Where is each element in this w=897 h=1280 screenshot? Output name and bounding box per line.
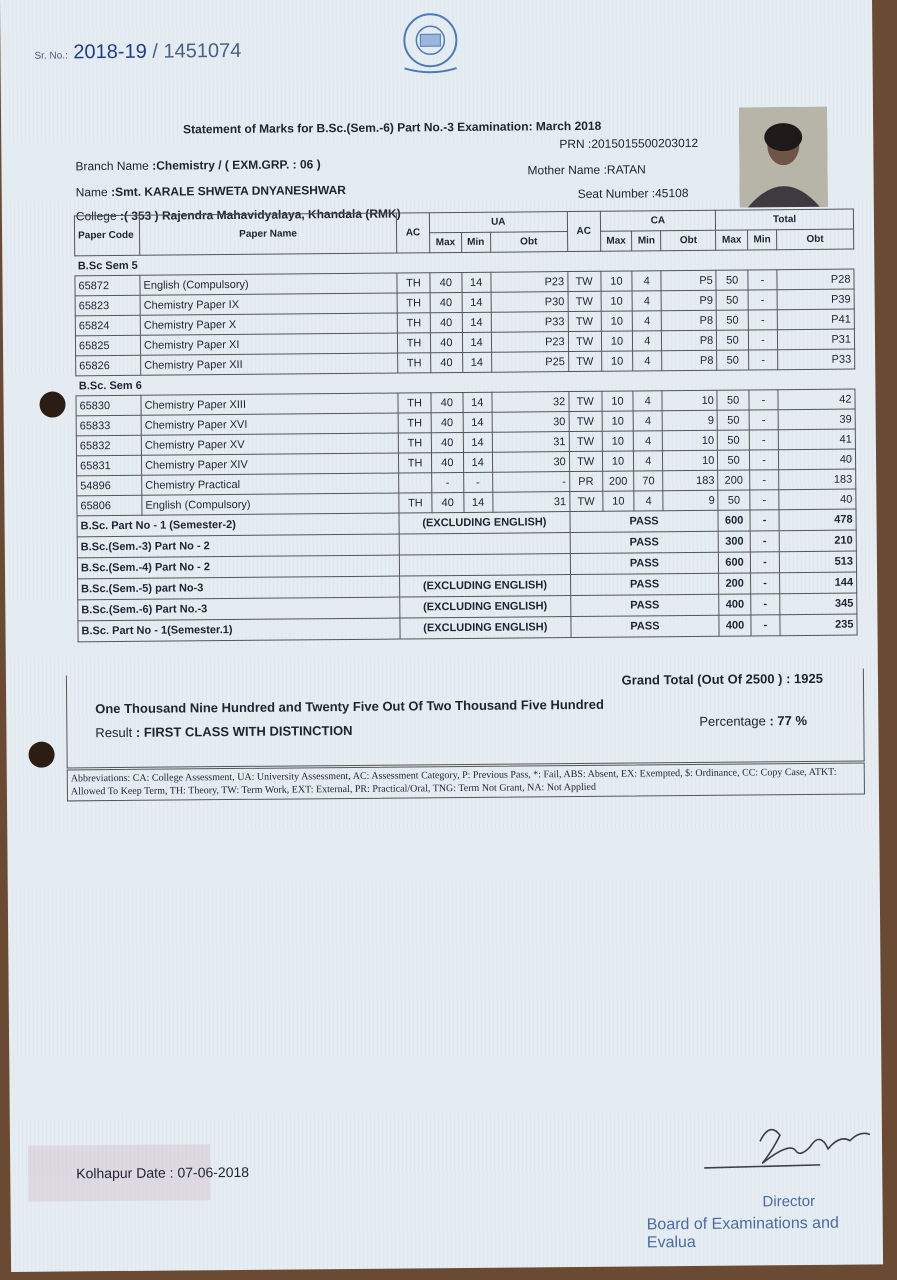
result: Result : FIRST CLASS WITH DISTINCTION	[95, 722, 353, 741]
board-name: Board of Examinations and Evalua	[646, 1214, 839, 1252]
summary-row: B.Sc. Part No - 1(Semester.1) (EXCLUDING ENGLISH) PASS 400 - 235	[78, 614, 857, 642]
marks-table: Paper Code Paper Name AC UA AC CA Total Max Min Obt Max Min Obt Max Min Obt B.Sc Sem 5 65872 English (Compulsory) TH 40 14 P23 TW 10 4 P5 50 - P28 65823 Chemistry Paper IX TH 40 14 P30 TW 10 4 P9 50 - P39 65824 Chemistry Paper X TH 40 14 P33 TW 10 4 P8 50 - P41 65825 Chemistry Paper XI TH 40 14 P23 TW 10 4 P8 50 - P31 65826 Chemistry Paper XII TH 40 14 P25 TW 10 4 P8 50 - P33 B.Sc. Sem 6 65830 Chemistry Paper XIII TH 40 14 32 TW 10 4 10 50 - 42 65833 Chemistry Paper XVI TH 40 14 30 TW 10 4 9 50 - 39 65832 Chemistry Paper XV TH 40 14 31 TW 10 4 10 50 - 41 65831 Chemistry Paper XIV TH 40 14 30 TW 10 4 10 50 - 40 54896 Chemistry Practical - - - PR 200 70 183 200 - 183 65806 English (Compulsory) TH 40 14 31 TW 10 4 9 50 - 40 B.Sc. Part No - 1 (Semester-2) (EXCLUDING ENGLISH) PASS 600 - 478 B.Sc.(Sem.-3) Part No - 2 PASS 300 - 210 B.Sc.(Sem.-4) Part No - 2 PASS 600 - 513 B.Sc.(Sem.-5) part No-3 (EXCLUDING ENGLISH) PASS 200 - 144 B.Sc.(Sem.-6) Part No.-3 (EXCLUDING ENGLISH) PASS 400 - 345 B.Sc. Part No - 1(Semester.1) (EXCLUDING ENGLISH) PASS 400 - 235	[74, 209, 858, 643]
sem5-heading: B.Sc Sem 5	[75, 249, 854, 276]
summary-row: B.Sc.(Sem.-5) part No-3 (EXCLUDING ENGLISH) PASS 200 - 144	[78, 572, 857, 600]
serial-number: Sr. No.: 2018-19 / 1451074	[34, 39, 242, 64]
result-box	[66, 668, 865, 768]
table-row: 65830 Chemistry Paper XIII TH 40 14 32 TW 10 4 10 50 - 42	[76, 389, 855, 416]
summary-row: B.Sc.(Sem.-3) Part No - 2 PASS 300 - 210	[77, 530, 856, 558]
summary-row: B.Sc.(Sem.-6) Part No.-3 (EXCLUDING ENGLISH) PASS 400 - 345	[78, 593, 857, 621]
punch-hole	[28, 742, 54, 768]
table-row: 65831 Chemistry Paper XIV TH 40 14 30 TW 10 4 10 50 - 40	[76, 449, 855, 476]
total-in-words: One Thousand Nine Hundred and Twenty Five Out Of Two Thousand Five Hundred	[95, 696, 604, 717]
branch-name: Branch Name :Chemistry / ( EXM.GRP. : 06 )	[75, 157, 321, 174]
punch-hole	[39, 391, 65, 417]
university-emblem-icon	[384, 10, 477, 81]
place-date: Kolhapur Date : 07-06-2018	[76, 1163, 250, 1182]
grand-total: Grand Total (Out Of 2500 ) : 1925	[621, 670, 824, 688]
table-row: 65832 Chemistry Paper XV TH 40 14 31 TW 10 4 10 50 - 41	[76, 429, 855, 456]
summary-row: B.Sc. Part No - 1 (Semester-2) (EXCLUDING ENGLISH) PASS 600 - 478	[77, 509, 856, 537]
table-header-row: Paper Code Paper Name AC UA AC CA Total	[74, 209, 853, 236]
college-name: College :( 353 ) Rajendra Mahavidyalaya, Khandala (RMK)	[75, 206, 401, 224]
abbreviations: Abbreviations: CA: College Assessment, UA: University Assessment, AC: Assessment Category, P: Previous Pass, *: Fail, ABS: Absent, EX: Exempted, $: Ordinance, CC: Copy Case, ATKT: Allowed To Keep Term, TH: Theory, TW: Term Work, EXT: External, PR: Practical/Oral, TNG: Term Not Grant, NA: Not Applied	[67, 762, 865, 801]
table-row: 65824 Chemistry Paper X TH 40 14 P33 TW 10 4 P8 50 - P41	[75, 309, 854, 336]
statement-title: Statement of Marks for B.Sc.(Sem.-6) Part No.-3 Examination: March 2018	[183, 118, 602, 137]
percentage: Percentage : 77 %	[699, 712, 808, 729]
director-signature	[700, 1110, 881, 1182]
mother-name: Mother Name :RATAN	[527, 162, 646, 178]
prn: PRN :2015015500203012	[559, 135, 699, 152]
seat-number: Seat Number :45108	[577, 185, 689, 201]
student-name: Name :Smt. KARALE SHWETA DNYANESHWAR	[75, 182, 346, 200]
student-photo	[739, 107, 828, 208]
summary-row: B.Sc.(Sem.-4) Part No - 2 PASS 600 - 513	[77, 551, 856, 579]
signatory-title: Director	[762, 1192, 816, 1211]
sem6-heading: B.Sc. Sem 6	[76, 369, 855, 396]
table-row: 54896 Chemistry Practical - - - PR 200 70 183 200 - 183	[77, 469, 856, 496]
table-row: 65833 Chemistry Paper XVI TH 40 14 30 TW 10 4 9 50 - 39	[76, 409, 855, 436]
table-row: 65826 Chemistry Paper XII TH 40 14 P25 TW 10 4 P8 50 - P33	[76, 349, 855, 376]
table-row: 65806 English (Compulsory) TH 40 14 31 TW 10 4 9 50 - 40	[77, 489, 856, 516]
table-row: 65823 Chemistry Paper IX TH 40 14 P30 TW 10 4 P9 50 - P39	[75, 289, 854, 316]
table-row: 65825 Chemistry Paper XI TH 40 14 P23 TW 10 4 P8 50 - P31	[75, 329, 854, 356]
table-row: 65872 English (Compulsory) TH 40 14 P23 TW 10 4 P5 50 - P28	[75, 269, 854, 296]
